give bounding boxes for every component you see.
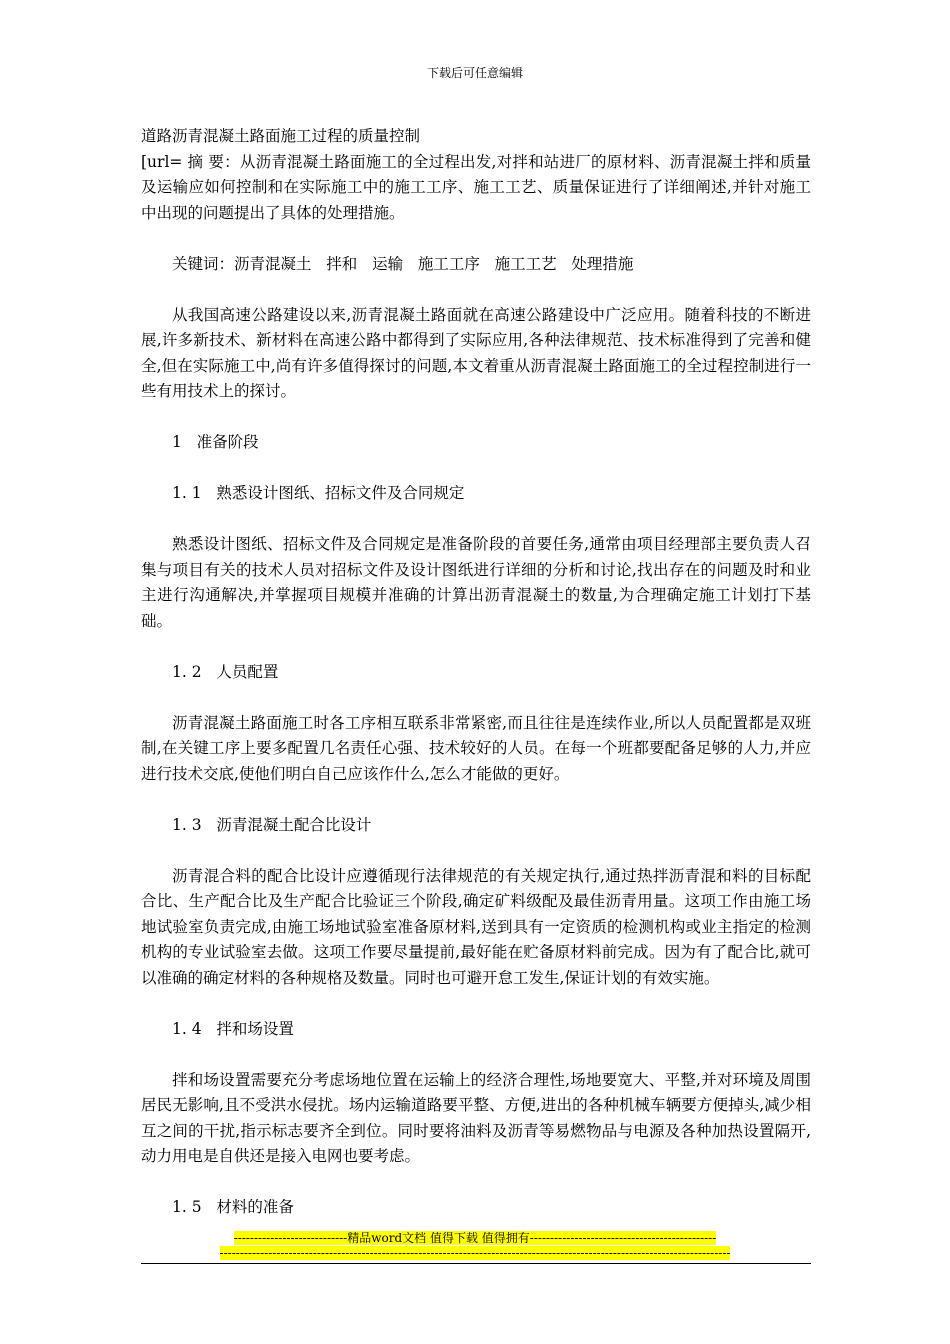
footer-banner-dashes: ------------------------------------------------------------------------------------------------------------------------------ bbox=[219, 1246, 731, 1260]
keywords-line: 关键词：沥青混凝土 拌和 运输 施工工序 施工工艺 处理措施 bbox=[172, 254, 634, 273]
section-body-1-1: 熟悉设计图纸、招标文件及合同规定是准备阶段的首要任务,通常由项目经理部主要负责人召集与项目有关的技术人员对招标文件及设计图纸进行详细的分析和讨论,找出存在的问题及时和业主进行沟通解决,并掌握项目规模并准确的计算出沥青混凝土的数量,为合理确定施工计划打下基础。 bbox=[141, 535, 811, 630]
footer-banner-line-1 bbox=[0, 1231, 950, 1245]
footer-banner-line-2 bbox=[0, 1246, 950, 1260]
page-header-note: 下载后可任意编辑 bbox=[426, 66, 523, 80]
document-title: 道路沥青混凝土路面施工过程的质量控制 bbox=[141, 127, 421, 145]
section-heading-1-5: 1. 5 材料的准备 bbox=[172, 1198, 294, 1216]
footer-divider bbox=[141, 1263, 811, 1264]
section-heading-1-4: 1. 4 拌和场设置 bbox=[172, 1019, 294, 1038]
section-body-1-2: 沥青混凝土路面施工时各工序相互联系非常紧密,而且往往是连续作业,所以人员配置都是双班制,在关键工序上要多配置几名责任心强、技术较好的人员。在每一个班都要配备足够的人力,并应进行技术交底,使他们明白自己应该作什么,怎么才能做的更好。 bbox=[141, 713, 811, 783]
section-body-1-4: 拌和场设置需要充分考虑场地位置在运输上的经济合理性,场地要宽大、平整,并对环境及周围居民无影响,且不受洪水侵扰。场内运输道路要平整、方便,进出的各种机械车辆要方便掉头,减少相互之间的干扰,指示标志要齐全到位。同时要将油料及沥青等易燃物品与电源及各种加热设置隔开,动力用电是自供还是接入电网也要考虑。 bbox=[141, 1070, 811, 1165]
section-heading-1-1: 1. 1 熟悉设计图纸、招标文件及合同规定 bbox=[172, 484, 465, 502]
footer-banner-text: ----------------------------精品word文档 值得下载 值得拥有---------------------------------------------- bbox=[233, 1231, 717, 1245]
intro-paragraph: 从我国高速公路建设以来,沥青混凝土路面就在高速公路建设中广泛应用。随着科技的不断进展,许多新技术、新材料在高速公路中都得到了实际应用,各种法律规范、技术标准得到了完善和健全,但在实际施工中,尚有许多值得探讨的问题,本文着重从沥青混凝土路面施工的全过程控制进行一些有用技术上的探讨。 bbox=[141, 305, 811, 400]
document-body bbox=[141, 124, 811, 1221]
section-body-1-3: 沥青混合料的配合比设计应遵循现行法律规范的有关规定执行,通过热拌沥青混和料的目标配合比、生产配合比及生产配合比验证三个阶段,确定矿料级配及最佳沥青用量。这项工作由施工场地试验室负责完成,由施工场地试验室准备原材料,送到具有一定资质的检测机构或业主指定的检测机构的专业试验室去做。这项工作要尽量提前,最好能在贮备原材料前完成。因为有了配合比,就可以准确的确定材料的各种规格及数量。同时也可避开怠工发生,保证计划的有效实施。 bbox=[141, 866, 811, 987]
section-heading-1-2: 1. 2 人员配置 bbox=[172, 662, 279, 681]
abstract-paragraph: [url= 摘 要：从沥青混凝土路面施工的全过程出发,对拌和站进厂的原材料、沥青混凝土拌和质量及运输应如何控制和在实际施工中的施工工序、施工工艺、质量保证进行了详细阐述,并针对施工中出现的问题提出了具体的处理措施。 bbox=[141, 152, 811, 222]
section-heading-1: 1 准备阶段 bbox=[172, 433, 259, 451]
section-heading-1-3: 1. 3 沥青混凝土配合比设计 bbox=[172, 815, 372, 834]
